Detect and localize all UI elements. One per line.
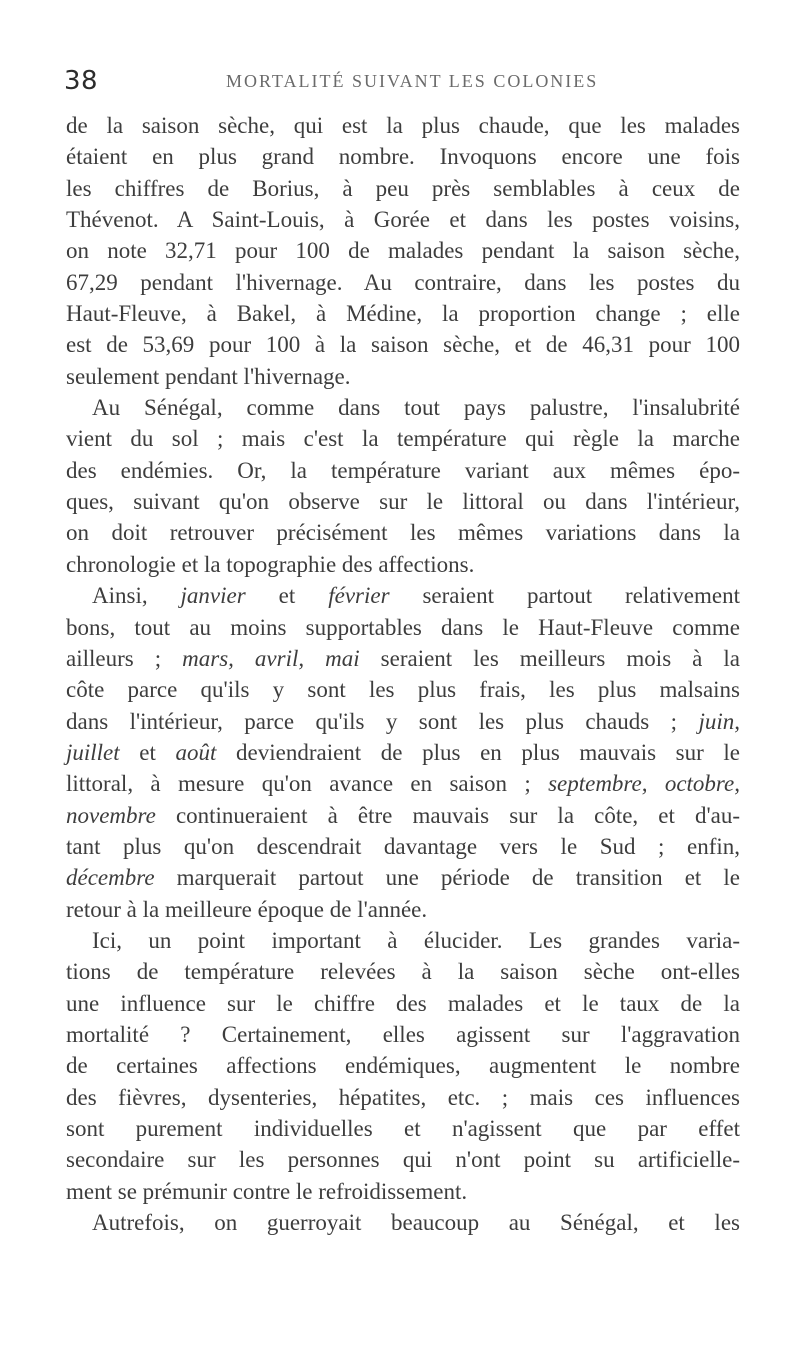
text-line: novembre continueraient à être mauvais sur la côte, et d'au- — [66, 802, 740, 828]
text-line: retour à la meilleure époque de l'année. — [66, 896, 428, 922]
text-line: Autrefois, on guerroyait beaucoup au Sénégal, et les — [92, 1210, 740, 1236]
page-header — [64, 66, 744, 106]
text-line: de la saison sèche, qui est la plus chaude, que les malades — [66, 113, 740, 138]
text-line: vient du sol ; mais c'est la température qui règle la marche — [66, 426, 740, 452]
text-line: est de 53,69 pour 100 à la saison sèche, et de 46,31 pour 100 — [66, 332, 740, 358]
running-title: MORTALITÉ SUIVANT LES COLONIES — [226, 71, 599, 91]
text-line: on doit retrouver précisément les mêmes variations dans la — [66, 520, 740, 546]
text-line: étaient en plus grand nombre. Invoquons encore une fois — [66, 144, 740, 170]
text-line: Ainsi, janvier et février seraient partout relativement — [92, 583, 740, 609]
text-line: on note 32,71 pour 100 de malades pendant la saison sèche, — [66, 238, 740, 264]
text-line: bons, tout au moins supportables dans le Haut-Fleuve comme — [66, 614, 740, 640]
text-line: ment se prémunir contre le refroidissement. — [66, 1178, 468, 1204]
text-line: Ici, un point important à élucider. Les grandes varia- — [92, 927, 740, 953]
text-line: Au Sénégal, comme dans tout pays palustre, l'insalubrité — [92, 395, 740, 421]
body-text — [66, 110, 740, 1238]
text-line: décembre marquerait partout une période de transition et le — [66, 865, 740, 891]
text-line: ailleurs ; mars, avril, mai seraient les meilleurs mois à la — [66, 645, 740, 671]
text-line: des endémies. Or, la température variant aux mêmes épo- — [66, 457, 740, 483]
text-line: littoral, à mesure qu'on avance en saison ; septembre, octobre, — [66, 771, 740, 797]
text-line: mortalité ? Certainement, elles agissent sur l'aggravation — [66, 1021, 740, 1047]
text-line: tant plus qu'on descendrait davantage vers le Sud ; enfin, — [66, 833, 740, 859]
text-line: dans l'intérieur, parce qu'ils y sont les plus chauds ; juin, — [66, 708, 740, 734]
page-number: 38 — [64, 66, 99, 96]
text-line: tions de température relevées à la saison sèche ont-elles — [66, 959, 740, 985]
text-line: juillet et août deviendraient de plus en plus mauvais sur le — [66, 739, 740, 765]
text-line: les chiffres de Borius, à peu près semblables à ceux de — [66, 175, 740, 201]
text-line: 67,29 pendant l'hivernage. Au contraire, dans les postes du — [66, 269, 740, 295]
text-line: ques, suivant qu'on observe sur le littoral ou dans l'intérieur, — [66, 489, 740, 515]
text-line: Haut-Fleuve, à Bakel, à Médine, la proportion change ; elle — [66, 301, 740, 327]
text-line: secondaire sur les personnes qui n'ont point su artificielle- — [66, 1147, 740, 1173]
text-line: chronologie et la topographie des affections. — [66, 551, 475, 577]
text-line: sont purement individuelles et n'agissent que par effet — [66, 1116, 740, 1141]
text-line: côte parce qu'ils y sont les plus frais, les plus malsains — [66, 677, 740, 703]
text-line: de certaines affections endémiques, augmentent le nombre — [66, 1053, 740, 1079]
text-line: seulement pendant l'hivernage. — [66, 363, 351, 389]
text-line: Thévenot. A Saint-Louis, à Gorée et dans les postes voisins, — [66, 207, 740, 233]
text-line: des fièvres, dysenteries, hépatites, etc. ; mais ces influences — [66, 1084, 740, 1110]
text-line: une influence sur le chiffre des malades et le taux de la — [66, 990, 740, 1016]
